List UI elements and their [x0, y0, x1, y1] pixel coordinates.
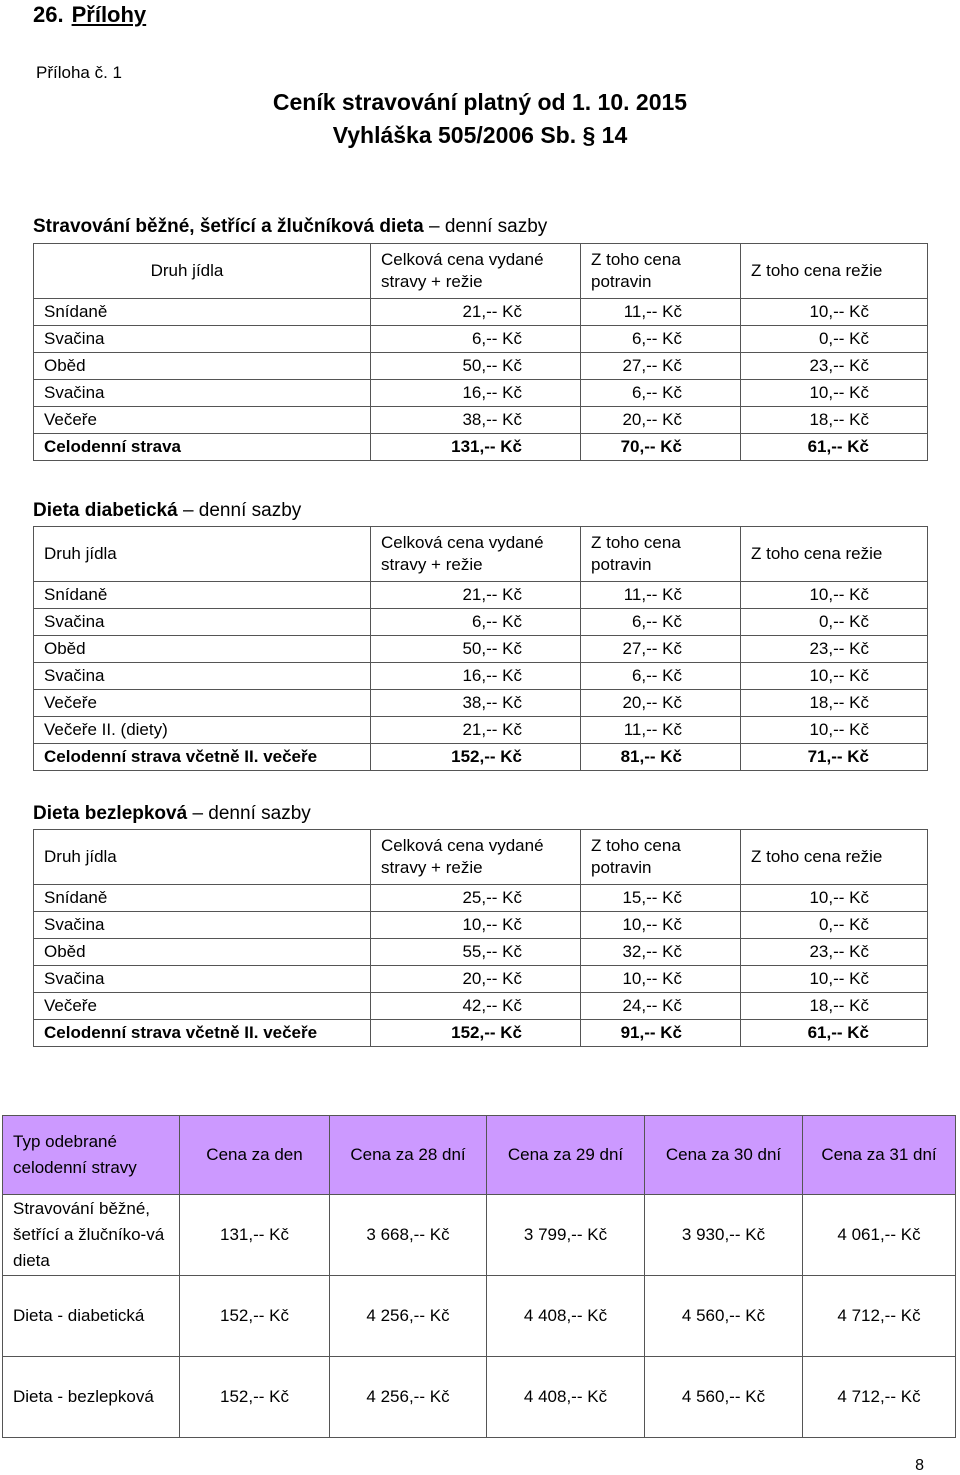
summary-price-cell: 4 712,-- Kč	[803, 1276, 956, 1357]
section-number: 26.	[33, 2, 64, 27]
summary-price-cell: 4 256,-- Kč	[330, 1357, 487, 1438]
summary-header-30: Cena za 30 dní	[645, 1116, 803, 1195]
summary-price-cell: 3 799,-- Kč	[487, 1195, 645, 1276]
meal-name-cell: Svačina	[34, 663, 371, 690]
price-table-standard	[33, 243, 928, 461]
table-row	[34, 993, 928, 1020]
page-number: 8	[915, 1457, 924, 1474]
document-title: Ceník stravování platný od 1. 10. 2015	[272, 89, 688, 115]
col-header-overhead: Z toho cena režie	[741, 244, 928, 299]
table-row	[34, 299, 928, 326]
price-cell: 11,-- Kč	[581, 299, 741, 326]
price-cell: 21,-- Kč	[371, 582, 581, 609]
price-cell: 18,-- Kč	[741, 407, 928, 434]
table-row	[34, 636, 928, 663]
table-body	[34, 885, 928, 1047]
price-cell: 152,-- Kč	[371, 1020, 581, 1047]
price-cell: 20,-- Kč	[581, 407, 741, 434]
price-cell: 32,-- Kč	[581, 939, 741, 966]
summary-price-cell: 4 408,-- Kč	[487, 1276, 645, 1357]
price-cell: 27,-- Kč	[581, 636, 741, 663]
summary-table	[2, 1115, 956, 1438]
col-header-meal: Druh jídla	[34, 244, 371, 299]
price-cell: 23,-- Kč	[741, 353, 928, 380]
price-cell: 25,-- Kč	[371, 885, 581, 912]
col-header-total: Celková cena vydané stravy + režie	[371, 830, 581, 885]
summary-row	[3, 1195, 956, 1276]
meal-name-cell: Celodenní strava	[34, 434, 371, 461]
col-header-total: Celková cena vydané stravy + režie	[371, 527, 581, 582]
table-row	[34, 885, 928, 912]
meal-name-cell: Celodenní strava včetně II. večeře	[34, 1020, 371, 1047]
price-cell: 61,-- Kč	[741, 1020, 928, 1047]
price-cell: 6,-- Kč	[581, 609, 741, 636]
price-cell: 20,-- Kč	[371, 966, 581, 993]
price-cell: 70,-- Kč	[581, 434, 741, 461]
price-cell: 27,-- Kč	[581, 353, 741, 380]
meal-name-cell: Večeře	[34, 993, 371, 1020]
price-cell: 6,-- Kč	[581, 380, 741, 407]
section-heading	[33, 2, 146, 28]
price-cell: 10,-- Kč	[371, 912, 581, 939]
summary-header-31: Cena za 31 dní	[803, 1116, 956, 1195]
total-row	[34, 1020, 928, 1047]
meal-name-cell: Večeře II. (diety)	[34, 717, 371, 744]
summary-header-type: Typ odebrané celodenní stravy	[3, 1116, 180, 1195]
price-cell: 21,-- Kč	[371, 299, 581, 326]
summary-price-cell: 4 256,-- Kč	[330, 1276, 487, 1357]
price-cell: 20,-- Kč	[581, 690, 741, 717]
table-row	[34, 353, 928, 380]
price-cell: 0,-- Kč	[741, 326, 928, 353]
price-cell: 16,-- Kč	[371, 663, 581, 690]
summary-header-28: Cena za 28 dní	[330, 1116, 487, 1195]
section-3-title: Dieta bezlepková – denní sazby	[33, 803, 311, 824]
meal-name-cell: Svačina	[34, 380, 371, 407]
price-cell: 91,-- Kč	[581, 1020, 741, 1047]
price-cell: 6,-- Kč	[581, 663, 741, 690]
price-cell: 10,-- Kč	[581, 966, 741, 993]
price-cell: 10,-- Kč	[741, 663, 928, 690]
col-header-meal: Druh jídla	[34, 527, 371, 582]
table-row	[34, 582, 928, 609]
price-cell: 50,-- Kč	[371, 353, 581, 380]
meal-name-cell: Oběd	[34, 636, 371, 663]
summary-row	[3, 1276, 956, 1357]
attachment-label: Příloha č. 1	[36, 63, 122, 82]
price-cell: 55,-- Kč	[371, 939, 581, 966]
price-cell: 0,-- Kč	[741, 609, 928, 636]
table-row	[34, 609, 928, 636]
section-1-title: Stravování běžné, šetřící a žlučníková dieta – denní sazby	[33, 216, 548, 237]
total-row	[34, 744, 928, 771]
table-row	[34, 407, 928, 434]
total-row	[34, 434, 928, 461]
price-cell: 0,-- Kč	[741, 912, 928, 939]
summary-price-cell: 152,-- Kč	[180, 1357, 330, 1438]
price-cell: 10,-- Kč	[741, 966, 928, 993]
table-row	[34, 326, 928, 353]
price-cell: 6,-- Kč	[371, 609, 581, 636]
summary-price-cell: 3 668,-- Kč	[330, 1195, 487, 1276]
price-table-diabetic	[33, 526, 928, 771]
summary-price-cell: 4 408,-- Kč	[487, 1357, 645, 1438]
price-cell: 152,-- Kč	[371, 744, 581, 771]
summary-header-row	[3, 1116, 956, 1195]
meal-name-cell: Svačina	[34, 912, 371, 939]
price-cell: 6,-- Kč	[371, 326, 581, 353]
table-row	[34, 717, 928, 744]
table-row	[34, 690, 928, 717]
summary-price-cell: 131,-- Kč	[180, 1195, 330, 1276]
table-row	[34, 380, 928, 407]
meal-name-cell: Svačina	[34, 966, 371, 993]
price-table-gluten-free	[33, 829, 928, 1047]
price-cell: 16,-- Kč	[371, 380, 581, 407]
summary-type-cell: Dieta - bezlepková	[3, 1357, 180, 1438]
table-row	[34, 966, 928, 993]
col-header-meal: Druh jídla	[34, 830, 371, 885]
price-cell: 10,-- Kč	[741, 299, 928, 326]
summary-price-cell: 4 712,-- Kč	[803, 1357, 956, 1438]
meal-name-cell: Celodenní strava včetně II. večeře	[34, 744, 371, 771]
summary-price-cell: 4 560,-- Kč	[645, 1276, 803, 1357]
meal-name-cell: Svačina	[34, 326, 371, 353]
meal-name-cell: Večeře	[34, 407, 371, 434]
summary-type-cell: Dieta - diabetická	[3, 1276, 180, 1357]
meal-name-cell: Oběd	[34, 939, 371, 966]
summary-price-cell: 152,-- Kč	[180, 1276, 330, 1357]
section-2-title: Dieta diabetická – denní sazby	[33, 500, 302, 521]
table-body	[34, 582, 928, 771]
meal-name-cell: Svačina	[34, 609, 371, 636]
price-cell: 10,-- Kč	[741, 717, 928, 744]
summary-row	[3, 1357, 956, 1438]
price-cell: 10,-- Kč	[741, 885, 928, 912]
col-header-total: Celková cena vydané stravy + režie	[371, 244, 581, 299]
meal-name-cell: Oběd	[34, 353, 371, 380]
col-header-food: Z toho cena potravin	[581, 527, 741, 582]
meal-name-cell: Večeře	[34, 690, 371, 717]
summary-body	[3, 1195, 956, 1438]
price-cell: 61,-- Kč	[741, 434, 928, 461]
table-row	[34, 939, 928, 966]
document-subtitle: Vyhláška 505/2006 Sb. § 14	[332, 122, 628, 148]
price-cell: 10,-- Kč	[581, 912, 741, 939]
price-cell: 50,-- Kč	[371, 636, 581, 663]
price-cell: 18,-- Kč	[741, 993, 928, 1020]
summary-header-29: Cena za 29 dní	[487, 1116, 645, 1195]
price-cell: 18,-- Kč	[741, 690, 928, 717]
summary-type-cell: Stravování běžné, šetřící a žlučníko-vá dieta	[3, 1195, 180, 1276]
summary-price-cell: 4 061,-- Kč	[803, 1195, 956, 1276]
price-cell: 71,-- Kč	[741, 744, 928, 771]
meal-name-cell: Snídaně	[34, 582, 371, 609]
price-cell: 11,-- Kč	[581, 582, 741, 609]
price-cell: 42,-- Kč	[371, 993, 581, 1020]
price-cell: 10,-- Kč	[741, 582, 928, 609]
section-title: Přílohy	[71, 2, 147, 27]
price-cell: 10,-- Kč	[741, 380, 928, 407]
price-cell: 24,-- Kč	[581, 993, 741, 1020]
price-cell: 21,-- Kč	[371, 717, 581, 744]
meal-name-cell: Snídaně	[34, 299, 371, 326]
price-cell: 11,-- Kč	[581, 717, 741, 744]
summary-header-day: Cena za den	[180, 1116, 330, 1195]
price-cell: 15,-- Kč	[581, 885, 741, 912]
price-cell: 6,-- Kč	[581, 326, 741, 353]
table-row	[34, 663, 928, 690]
price-cell: 131,-- Kč	[371, 434, 581, 461]
price-cell: 23,-- Kč	[741, 939, 928, 966]
col-header-overhead: Z toho cena režie	[741, 527, 928, 582]
col-header-overhead: Z toho cena režie	[741, 830, 928, 885]
col-header-food: Z toho cena potravin	[581, 244, 741, 299]
summary-price-cell: 4 560,-- Kč	[645, 1357, 803, 1438]
price-cell: 81,-- Kč	[581, 744, 741, 771]
table-body	[34, 299, 928, 461]
price-cell: 38,-- Kč	[371, 407, 581, 434]
meal-name-cell: Snídaně	[34, 885, 371, 912]
price-cell: 38,-- Kč	[371, 690, 581, 717]
summary-price-cell: 3 930,-- Kč	[645, 1195, 803, 1276]
table-row	[34, 912, 928, 939]
col-header-food: Z toho cena potravin	[581, 830, 741, 885]
price-cell: 23,-- Kč	[741, 636, 928, 663]
